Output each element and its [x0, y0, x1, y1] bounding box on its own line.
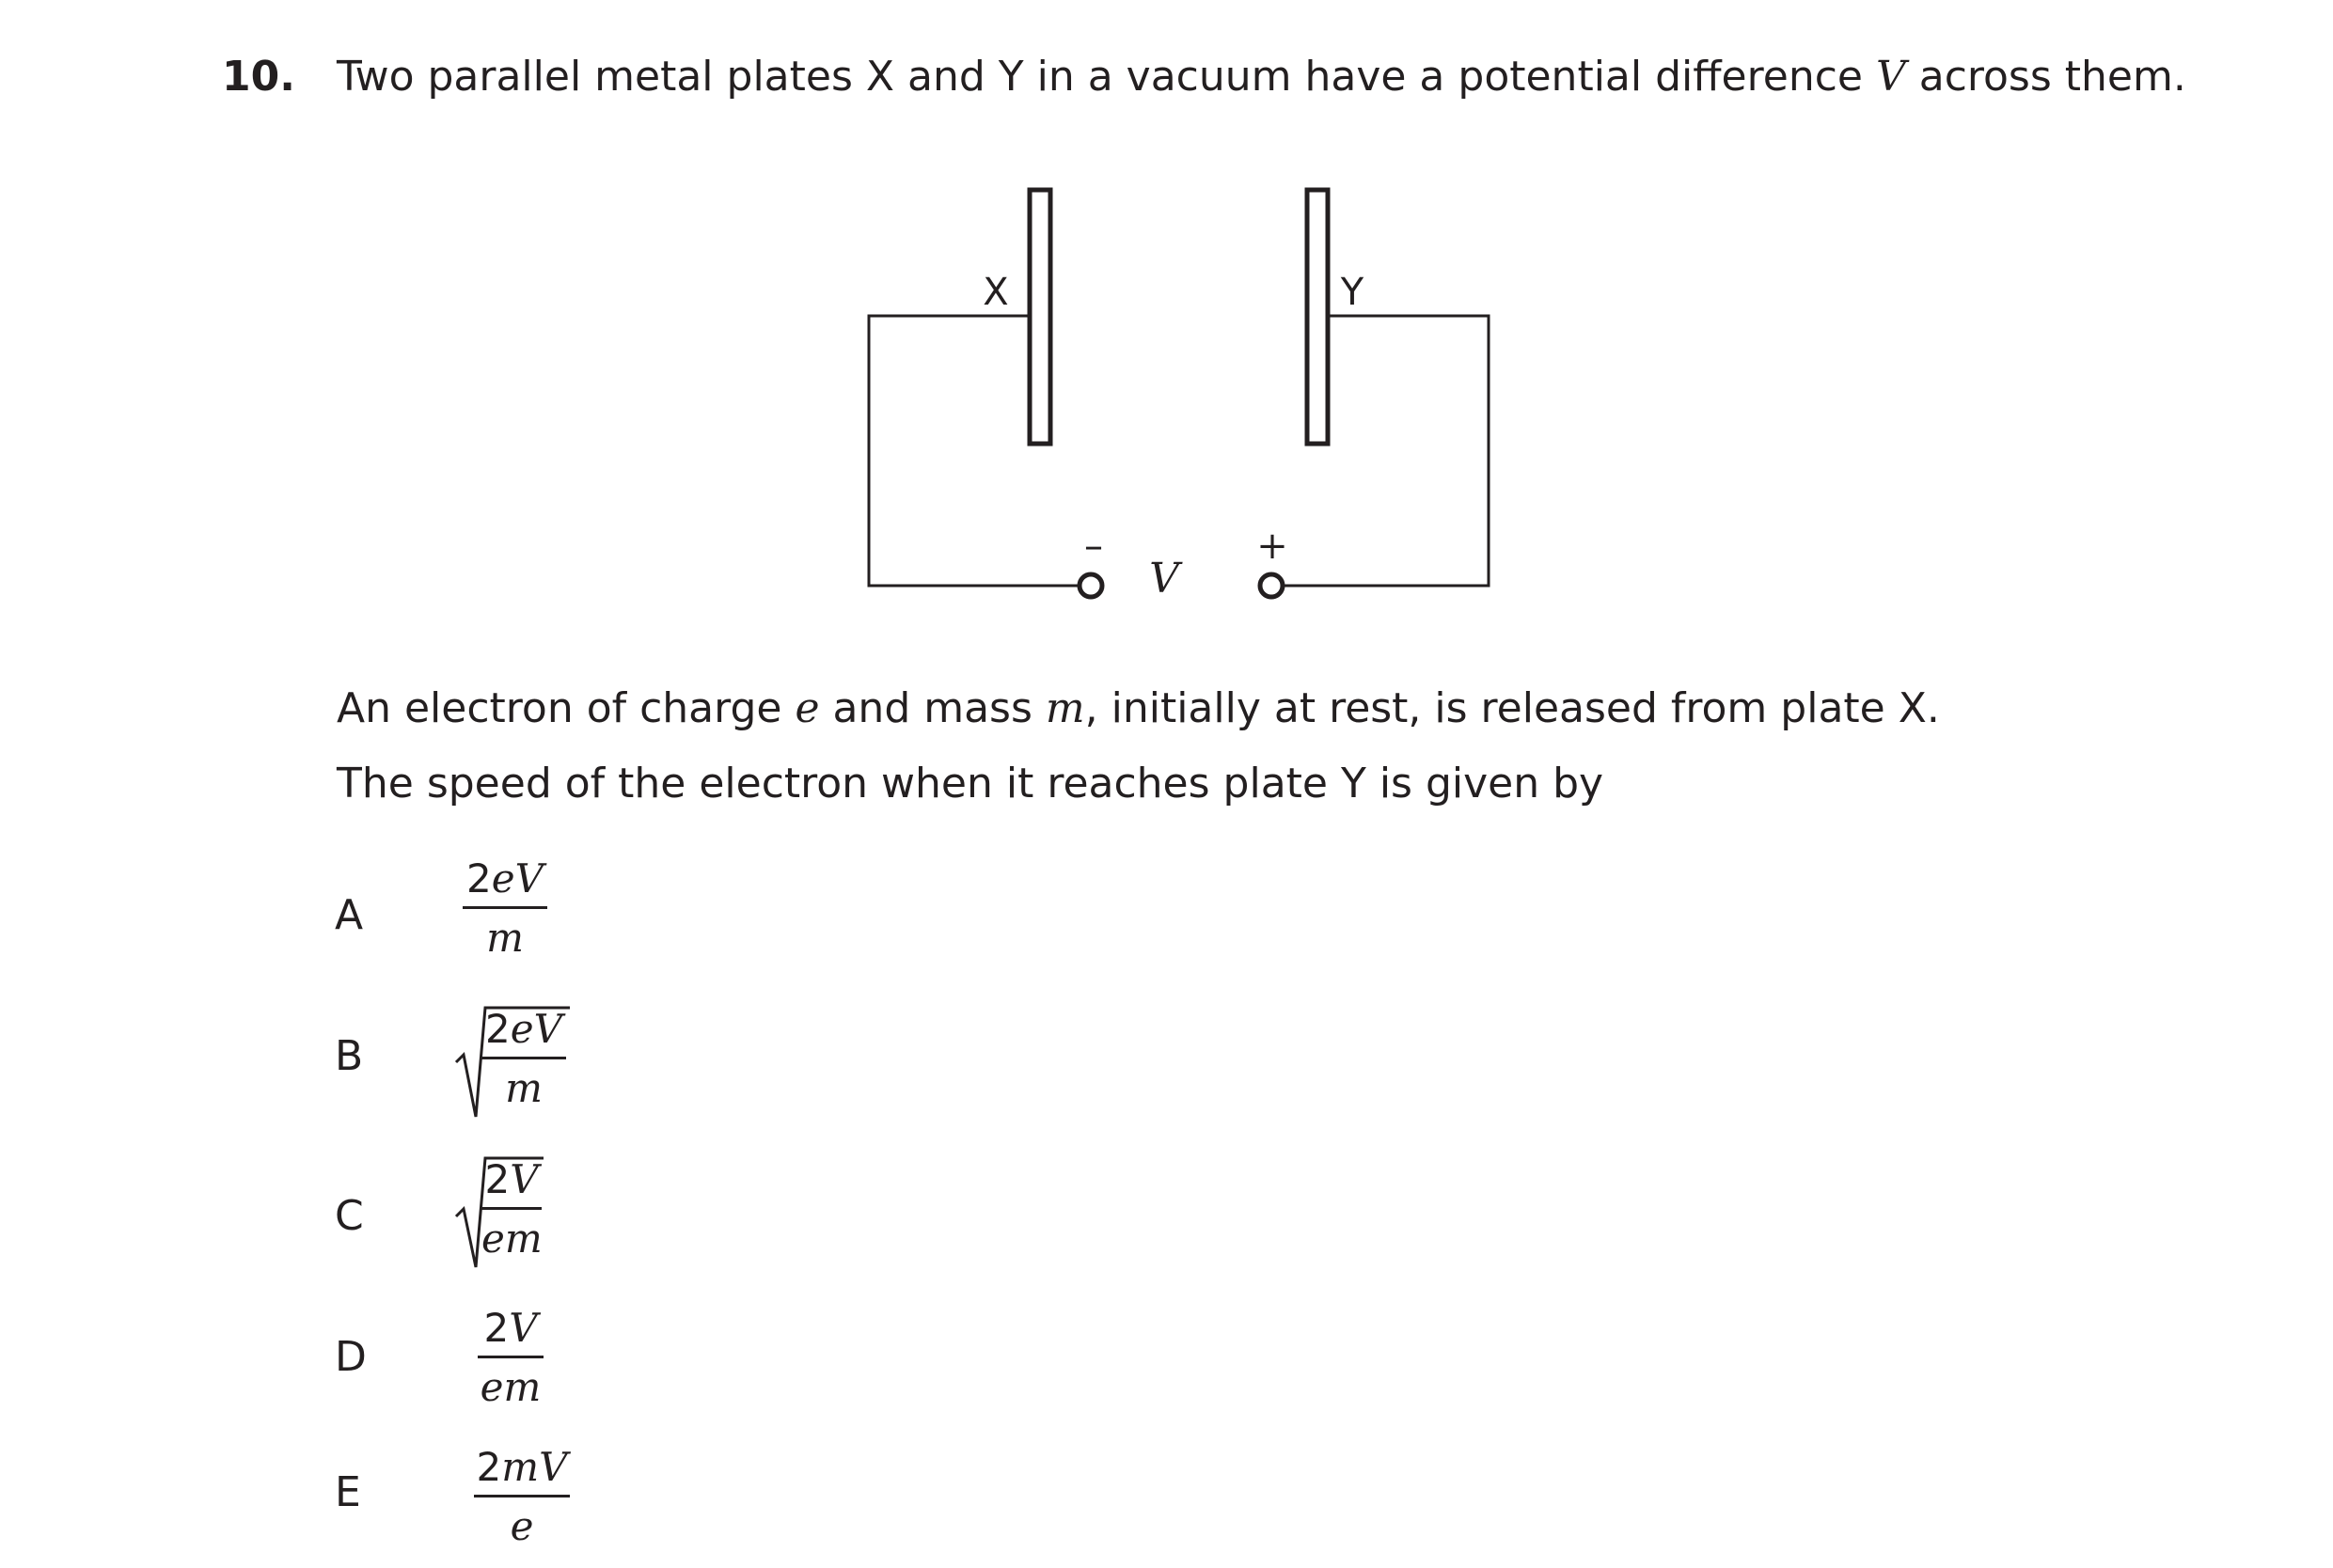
option-c-letter: C: [335, 1192, 364, 1240]
stem-variable-v: V: [1875, 53, 1906, 101]
option-d-denominator: em: [480, 1364, 542, 1410]
option-e-expression: [474, 1442, 570, 1552]
option-b-numerator: 2eV: [485, 1006, 562, 1052]
info-line-2: The speed of the electron when it reaches plate Y is given by: [337, 760, 1604, 808]
plate-y: [1307, 190, 1328, 444]
option-d-letter: D: [335, 1333, 367, 1381]
negative-terminal: [1080, 574, 1102, 597]
positive-terminal: [1260, 574, 1283, 597]
option-b-expression: [481, 1004, 566, 1114]
option-a-denominator: m: [486, 915, 524, 961]
option-d-numerator: 2V: [483, 1305, 538, 1351]
info-line-1: [337, 681, 1940, 737]
option-e-fraction-bar: [474, 1495, 570, 1497]
plate-x: [1030, 190, 1050, 444]
stem-text-after: across them.: [1905, 53, 2186, 101]
voltage-label: V: [1149, 555, 1179, 603]
option-c-numerator: 2V: [484, 1156, 539, 1202]
option-a-letter: A: [335, 891, 364, 939]
plus-sign: +: [1256, 525, 1288, 568]
option-b-letter: B: [335, 1032, 364, 1080]
mass-symbol: m: [1045, 684, 1085, 732]
option-d-fraction-bar: [478, 1356, 544, 1358]
option-c-denominator: em: [481, 1215, 543, 1262]
info-text-a: An electron of charge: [337, 684, 796, 732]
option-b-denominator: m: [505, 1065, 543, 1111]
charge-symbol: e: [795, 684, 820, 732]
option-d-expression: [478, 1303, 544, 1413]
option-c-fraction-bar: [481, 1207, 542, 1210]
option-c-expression: [481, 1154, 542, 1264]
info-text-b: and mass: [819, 684, 1046, 732]
option-a-fraction-bar: [463, 906, 547, 909]
plate-y-label: Y: [1340, 271, 1364, 314]
option-a-numerator: 2eV: [466, 855, 544, 902]
plate-x-label: X: [983, 271, 1009, 314]
minus-sign: –: [1084, 525, 1103, 568]
option-e-denominator: e: [510, 1503, 534, 1549]
option-a-expression: [463, 854, 547, 964]
option-b-fraction-bar: [481, 1057, 566, 1059]
option-e-letter: E: [335, 1468, 361, 1516]
question-number: 10.: [222, 53, 295, 101]
stem-text-before: Two parallel metal plates X and Y in a vacuum have a potential difference: [337, 53, 1876, 101]
info-text-c: , initially at rest, is released from plate X.: [1084, 684, 1940, 732]
option-e-numerator: 2mV: [476, 1444, 568, 1490]
